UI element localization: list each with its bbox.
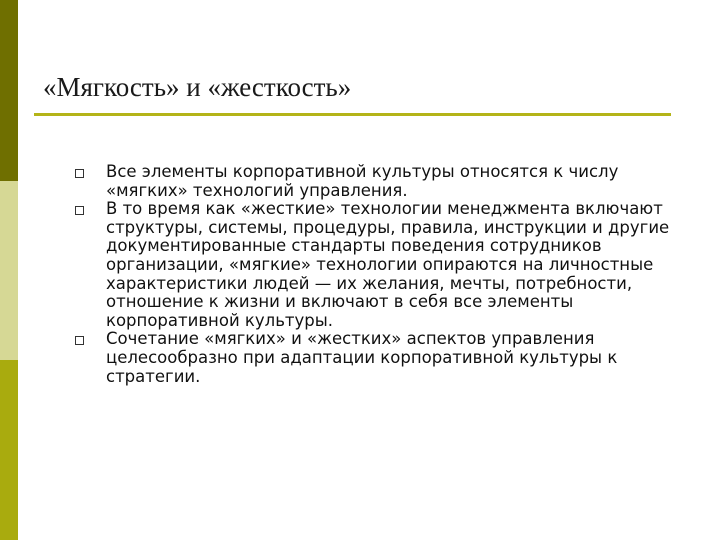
bullet-text: В то время как «жесткие» технологии менеджмента включают структуры, системы, процедуры, правила, инструкции и другие документированные стандарты поведения сотрудников организации, «мягкие» технологии опираются на личностные характеристики людей — их желания, мечты, потребности, отношение к жизни и включают в себя все элементы корпоративной культуры. — [106, 199, 670, 330]
left-accent-band-bottom — [0, 360, 18, 540]
slide-title: «Мягкость» и «жесткость» — [43, 72, 352, 102]
title-underline — [34, 113, 671, 116]
hollow-square-bullet-icon — [75, 169, 84, 178]
bullet-item-2 — [75, 200, 695, 330]
bullet-list — [75, 163, 695, 386]
left-accent-band-top — [0, 0, 18, 181]
bullet-item-1 — [75, 163, 695, 200]
hollow-square-bullet-icon — [75, 206, 84, 215]
hollow-square-bullet-icon — [75, 336, 84, 345]
bullet-text: Сочетание «мягких» и «жестких» аспектов управления целесообразно при адаптации корпоративной культуры к стратегии. — [106, 329, 618, 386]
bullet-text: Все элементы корпоративной культуры относятся к числу «мягких» технологий управления. — [106, 162, 619, 200]
bullet-item-3 — [75, 330, 695, 386]
left-accent-band-middle — [0, 181, 18, 360]
